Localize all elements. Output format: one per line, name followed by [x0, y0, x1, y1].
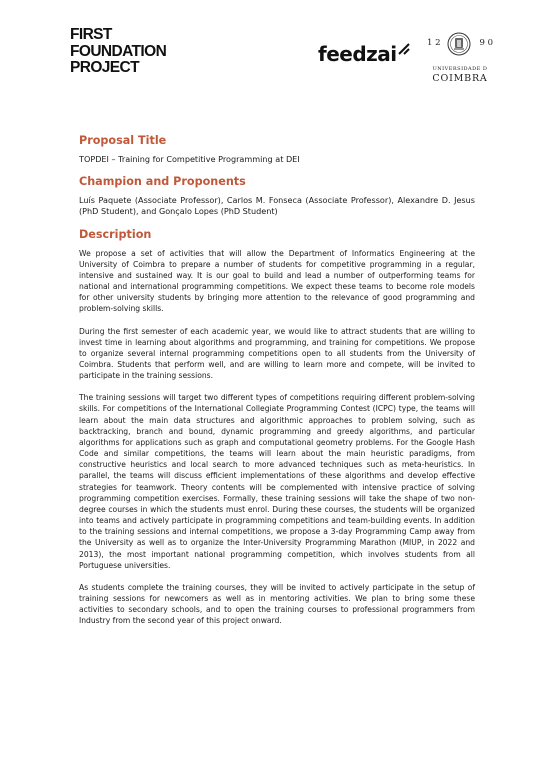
logo-line: FIRST	[70, 26, 112, 43]
page-header	[0, 0, 550, 100]
description-heading: Description	[79, 227, 152, 241]
document-body	[79, 134, 475, 626]
uc-subtitle: UNIVERSIDADE D	[432, 66, 488, 72]
description-paragraph: We propose a set of activities that will allow the Department of Informatics Engineering at the University of Coimbra to prepare a number of students for competitive programming in a regular, intensive and sustained way. It is our goal to build and lead a number of outperforming teams for national and international programming competitions. We expect these teams to become role models for other university students by bringing more attention to the relevance of good programming and problem-solving skills.	[79, 248, 475, 314]
proposal-title-heading: Proposal Title	[79, 134, 167, 147]
first-foundation-project-logo	[70, 27, 166, 77]
uc-year-left: 1 2	[427, 38, 441, 48]
uc-name: COIMBRA	[432, 73, 488, 84]
feedzai-mark-icon	[398, 43, 410, 55]
logo-line: PROJECT	[70, 59, 140, 76]
description-paragraph: As students complete the training courses, they will be invited to actively participate in the setup of training sessions for newcomers as well as in mentoring activities. We plan to bring some these activities to secondary schools, and to open the training courses to professional programmers from Industry from the second year of this project onward.	[79, 582, 475, 626]
proposal-title-text: TOPDEI – Training for Competitive Programming at DEI	[79, 154, 300, 164]
champions-heading: Champion and Proponents	[79, 175, 246, 189]
logo-line: FOUNDATION	[70, 42, 167, 60]
description-paragraph: The training sessions will target two different types of competitions requiring different problem-solving skills. For competitions of the International Collegiate Programming Contest (ICPC) type, the teams will learn about the main data structures and algorithmic approaches to problem solving, such as backtracking, branch and bound, dynamic programming and greedy algorithms, and particular algorithms for applications such as graph and computational geometry problems. For the Google Hash Code and similar competitions, the teams will learn about the main heuristic paradigms, from constructive heuristics and local search to more advanced techniques such as meta-heuristics. In parallel, the teams will discuss efficient implementations of these algorithms and develop effective strategies for teamwork. Theory contents will be complemented with intensive practice of solving programming competition exercises. Formally, these training sessions will take the shape of two non-degree courses in which the students must enrol. During these courses, the students will be organized into teams and actively participate in programming competitions and team-building events. In addition to the training sessions and internal competitions, we propose a 3-day Programming Camp away from the University as well as to organize the Inter-University Programming Marathon (MIUP, in 2022 and 2013), the most important national programming competition, which involves students from all Portuguese universities.	[79, 393, 475, 570]
feedzai-logo: feedzai	[318, 42, 397, 66]
champions-text: Luís Paquete (Associate Professor), Carlos M. Fonseca (Associate Professor), Alexandre D. Jesus (PhD Student), and Gonçalo Lopes (PhD Student)	[79, 195, 475, 217]
uc-year-right: 9 0	[479, 38, 493, 48]
description-paragraph: During the first semester of each academic year, we would like to attract students that are willing to invest time in learning about algorithms and programming, and training for competitions. We propose to organize several internal programming competitions open to all students from the University of Coimbra. Students that perform well, and are willing to learn more and compete, will be invited to participate in the training sessions.	[79, 326, 475, 381]
uc-seal-icon	[447, 32, 471, 56]
universidade-coimbra-logo	[425, 30, 495, 90]
